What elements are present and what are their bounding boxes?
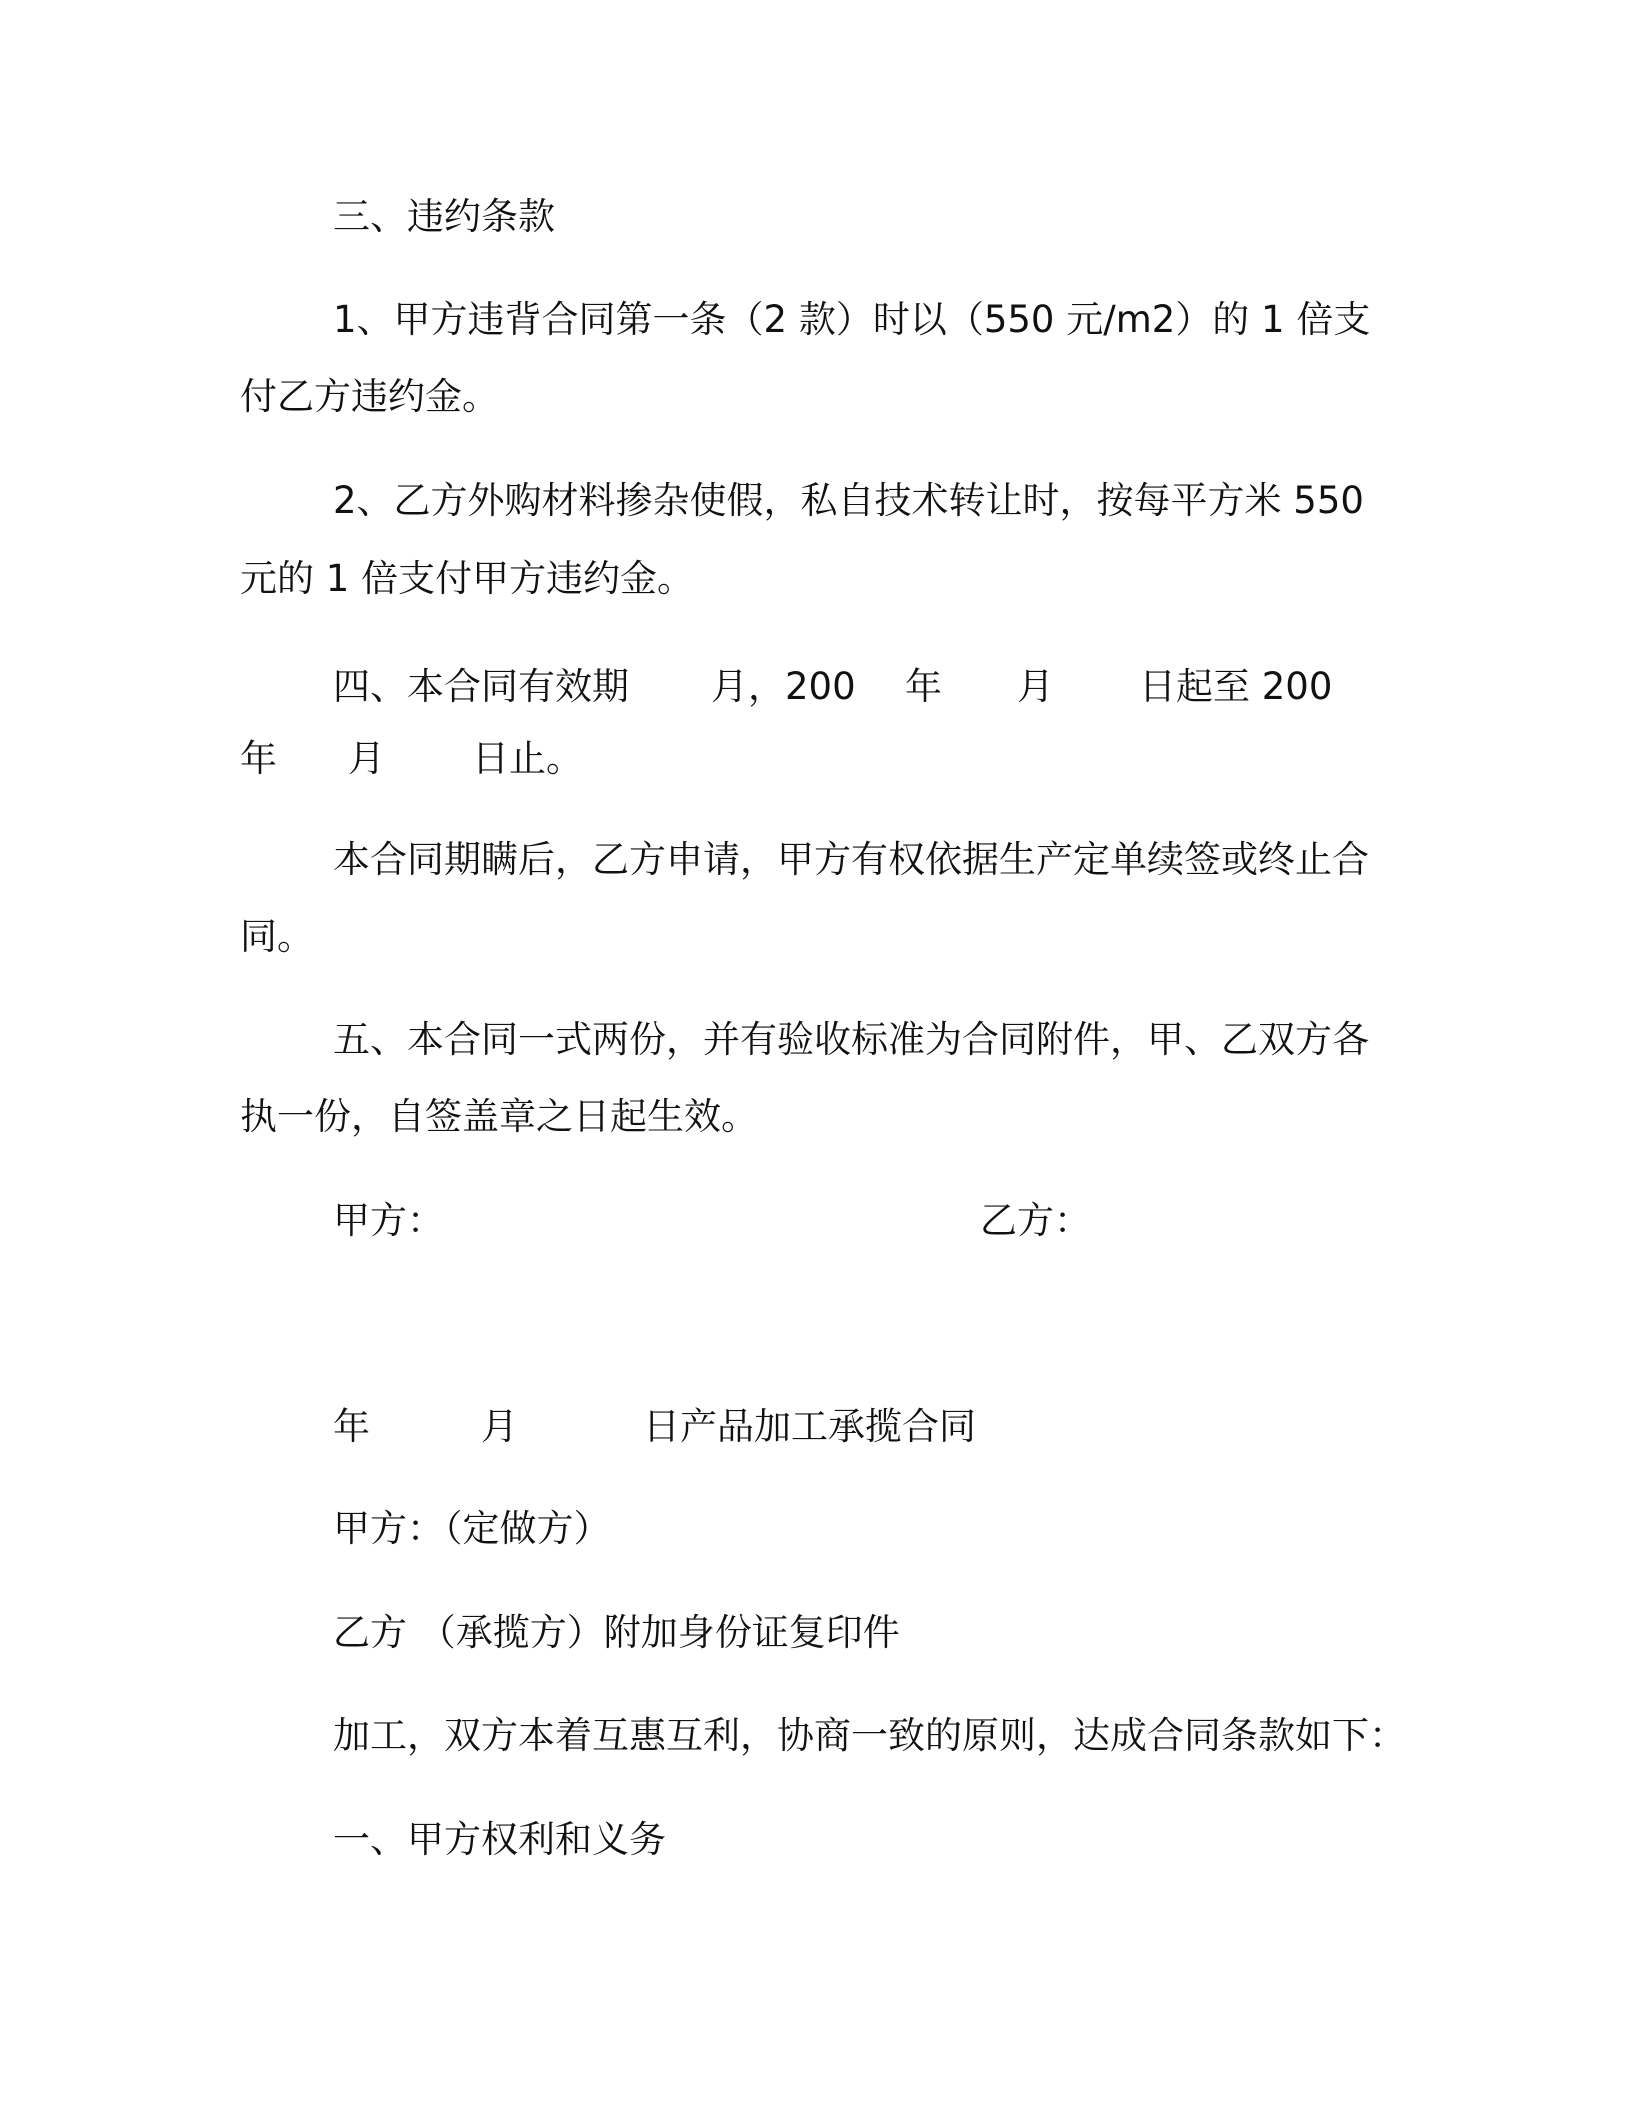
title-month: 月: [481, 1405, 518, 1448]
section-4-month-200: 月，200: [711, 665, 856, 708]
section-4-month: 月: [1017, 665, 1054, 708]
clause-1-line-1: 1、甲方违背合同第一条（2 款）时以（550 元/m2）的 1 倍支: [333, 298, 1371, 341]
section-4-year: 年: [905, 665, 942, 708]
party-a-line: 甲方：（定做方）: [333, 1507, 611, 1550]
renewal-line-1: 本合同期瞒后，乙方申请，甲方有权依据生产定单续签或终止合: [333, 838, 1369, 881]
contract-title: 日产品加工承揽合同: [643, 1405, 976, 1448]
section-4-end-day: 日止。: [472, 737, 583, 780]
section-5-line-1: 五、本合同一式两份，并有验收标准为合同附件，甲、乙双方各: [333, 1018, 1369, 1061]
intro-line: 加工，双方本着互惠互利，协商一致的原则，达成合同条款如下：: [333, 1714, 1406, 1757]
section-3-heading: 三、违约条款: [333, 195, 555, 238]
section-4-end-month: 月: [348, 737, 385, 780]
signature-party-a: 甲方：: [333, 1199, 444, 1242]
title-year: 年: [333, 1405, 370, 1448]
section-5-line-2: 执一份，自签盖章之日起生效。: [240, 1095, 758, 1138]
clause-1-line-2: 付乙方违约金。: [240, 375, 499, 418]
clause-2-line-1: 2、乙方外购材料掺杂使假，私自技术转让时，按每平方米 550: [333, 479, 1364, 522]
section-4-end-year: 年: [240, 737, 277, 780]
section-4-label: 四、本合同有效期: [333, 665, 629, 708]
clause-2-line-2: 元的 1 倍支付甲方违约金。: [240, 557, 695, 600]
party-b-line: 乙方 （承揽方）附加身份证复印件: [333, 1611, 900, 1654]
section-4-day-until-200: 日起至 200: [1139, 665, 1333, 708]
signature-party-b: 乙方：: [980, 1199, 1091, 1242]
section-1-heading: 一、甲方权利和义务: [333, 1818, 666, 1861]
renewal-line-2: 同。: [240, 915, 314, 958]
